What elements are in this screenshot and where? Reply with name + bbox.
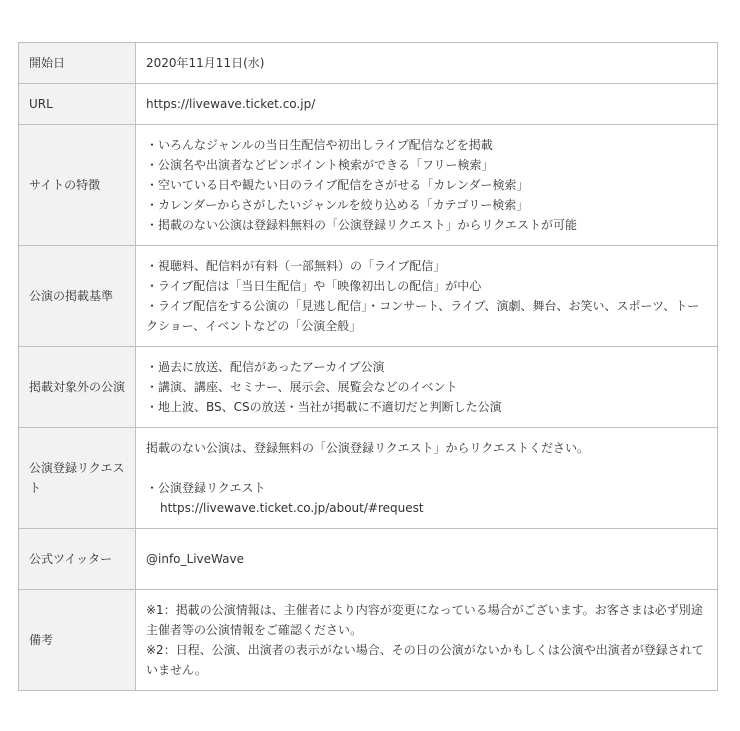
value-features — [136, 125, 718, 246]
row-url — [19, 84, 718, 125]
value-url — [136, 84, 718, 125]
site-url-link[interactable]: https://livewave.ticket.co.jp/ — [146, 97, 316, 111]
row-excluded — [19, 347, 718, 428]
feature-item: ・掲載のない公演は登録料無料の「公演登録リクエスト」からリクエストが可能 — [146, 218, 578, 232]
criteria-item: ・ライブ配信をする公演の「見逃し配信」・コンサート、ライブ、演劇、舞台、お笑い、スポーツ、トークショー、イベントなどの「公演全般」 — [146, 299, 700, 333]
row-features — [19, 125, 718, 246]
criteria-item: ・ライブ配信は「当日生配信」や「映像初出しの配信」が中心 — [146, 279, 482, 293]
feature-item: ・カレンダーからさがしたいジャンルを絞り込める「カテゴリー検索」 — [146, 198, 529, 212]
row-criteria — [19, 246, 718, 347]
excluded-item: ・過去に放送、配信があったアーカイブ公演 — [146, 360, 385, 374]
spacer — [146, 458, 707, 478]
feature-item: ・公演名や出演者などピンポイント検索ができる「フリー検索」 — [146, 158, 494, 172]
value-notes — [136, 590, 718, 691]
row-notes — [19, 590, 718, 691]
row-twitter — [19, 529, 718, 590]
label-notes: 備考 — [19, 590, 136, 691]
row-request — [19, 428, 718, 529]
request-link-title: ・公演登録リクエスト — [146, 481, 266, 495]
label-start-date: 開始日 — [19, 43, 136, 84]
label-excluded: 掲載対象外の公演 — [19, 347, 136, 428]
value-excluded — [136, 347, 718, 428]
label-features: サイトの特徴 — [19, 125, 136, 246]
service-info-table — [18, 42, 718, 691]
note-item: ※2：日程、公演、出演者の表示がない場合、その日の公演がないかもしくは公演や出演者が登録されていません。 — [146, 643, 704, 677]
feature-item: ・いろんなジャンルの当日生配信や初出しライブ配信などを掲載 — [146, 138, 493, 152]
criteria-item: ・視聴料、配信料が有料（一部無料）の「ライブ配信」 — [146, 259, 446, 273]
row-start-date — [19, 43, 718, 84]
label-request: 公演登録リクエスト — [19, 428, 136, 529]
label-twitter: 公式ツイッター — [19, 529, 136, 590]
request-intro: 掲載のない公演は、登録無料の「公演登録リクエスト」からリクエストください。 — [146, 441, 590, 455]
request-link-url[interactable]: https://livewave.ticket.co.jp/about/#request — [160, 501, 424, 515]
value-criteria — [136, 246, 718, 347]
value-start-date: 2020年11月11日(水) — [136, 43, 718, 84]
excluded-item: ・地上波、BS、CSの放送・当社が掲載に不適切だと判断した公演 — [146, 400, 502, 414]
label-url: URL — [19, 84, 136, 125]
label-criteria: 公演の掲載基準 — [19, 246, 136, 347]
feature-item: ・空いている日や観たい日のライブ配信をさがせる「カレンダー検索」 — [146, 178, 529, 192]
note-item: ※1：掲載の公演情報は、主催者により内容が変更になっている場合がございます。お客さまは必ず別途主催者等の公演情報をご確認ください。 — [146, 603, 703, 637]
twitter-handle-link[interactable]: @info_LiveWave — [146, 552, 244, 566]
excluded-item: ・講演、講座、セミナー、展示会、展覧会などのイベント — [146, 380, 458, 394]
value-request — [136, 428, 718, 529]
value-twitter — [136, 529, 718, 590]
